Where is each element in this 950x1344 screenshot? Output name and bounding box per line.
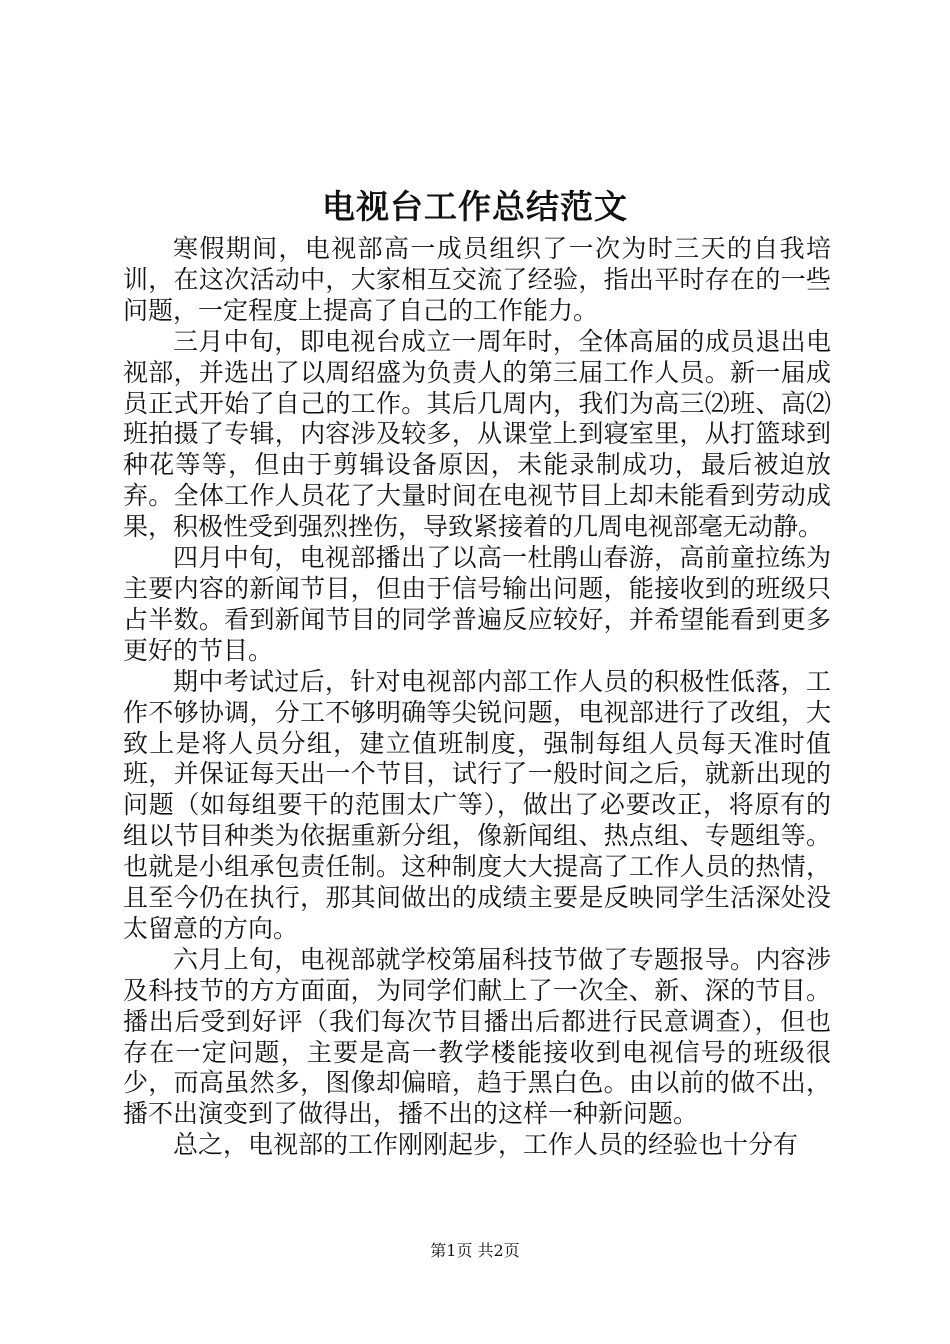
paragraph-march: 三月中旬，即电视台成立一周年时，全体高届的成员退出电视部，并选出了以周绍盛为负责人的第三届工作人员。新一届成员正式开始了自己的工作。其后几周内，我们为高三⑵班、高⑵班拍摄了专辑，内容涉及较多，从课堂上到寝室里，从打篮球到种花等等，但由于剪辑设备原因，未能录制成功，最后被迫放弃。全体工作人员花了大量时间在电视节目上却未能看到劳动成果，积极性受到强烈挫伤，导致紧接着的几周电视部毫无动静。 xyxy=(123,326,831,542)
page-indicator: 第1页 共2页 xyxy=(430,1241,520,1260)
paragraph-june: 六月上旬，电视部就学校第届科技节做了专题报导。内容涉及科技节的方方面面，为同学们献上了一次全、新、深的节目。播出后受到好评（我们每次节目播出后都进行民意调查），但也存在一定问题，主要是高一教学楼能接收到电视信号的班级很少，而高虽然多，图像却偏暗，趋于黑白色。由以前的做不出，播不出演变到了做得出，播不出的这样一种新问题。 xyxy=(123,944,831,1129)
paragraph-midterm-reorganization: 期中考试过后，针对电视部内部工作人员的积极性低落，工作不够协调，分工不够明确等尖锐问题，电视部进行了改组，大致上是将人员分组，建立值班制度，强制每组人员每天准时值班，并保证每天出一个节目，试行了一般时间之后，就新出现的问题（如每组要干的范围太广等），做出了必要改正，将原有的组以节目种类为依据重新分组，像新闻组、热点组、专题组等。也就是小组承包责任制。这种制度大大提高了工作人员的热情，且至今仍在执行，那其间做出的成绩主要是反映同学生活深处没太留意的方向。 xyxy=(123,666,831,943)
paragraph-april: 四月中旬，电视部播出了以高一杜鹃山春游，高前童拉练为主要内容的新闻节目，但由于信号输出问题，能接收到的班级只占半数。看到新闻节目的同学普遍反应较好，并希望能看到更多更好的节目。 xyxy=(123,543,831,665)
document-body xyxy=(123,234,831,1161)
document-title: 电视台工作总结范文 xyxy=(322,187,628,226)
paragraph-winter-training: 寒假期间，电视部高一成员组织了一次为时三天的自我培训，在这次活动中，大家相互交流了经验，指出平时存在的一些问题，一定程度上提高了自己的工作能力。 xyxy=(123,234,831,325)
paragraph-summary: 总之，电视部的工作刚刚起步，工作人员的经验也十分有 xyxy=(173,1130,799,1160)
